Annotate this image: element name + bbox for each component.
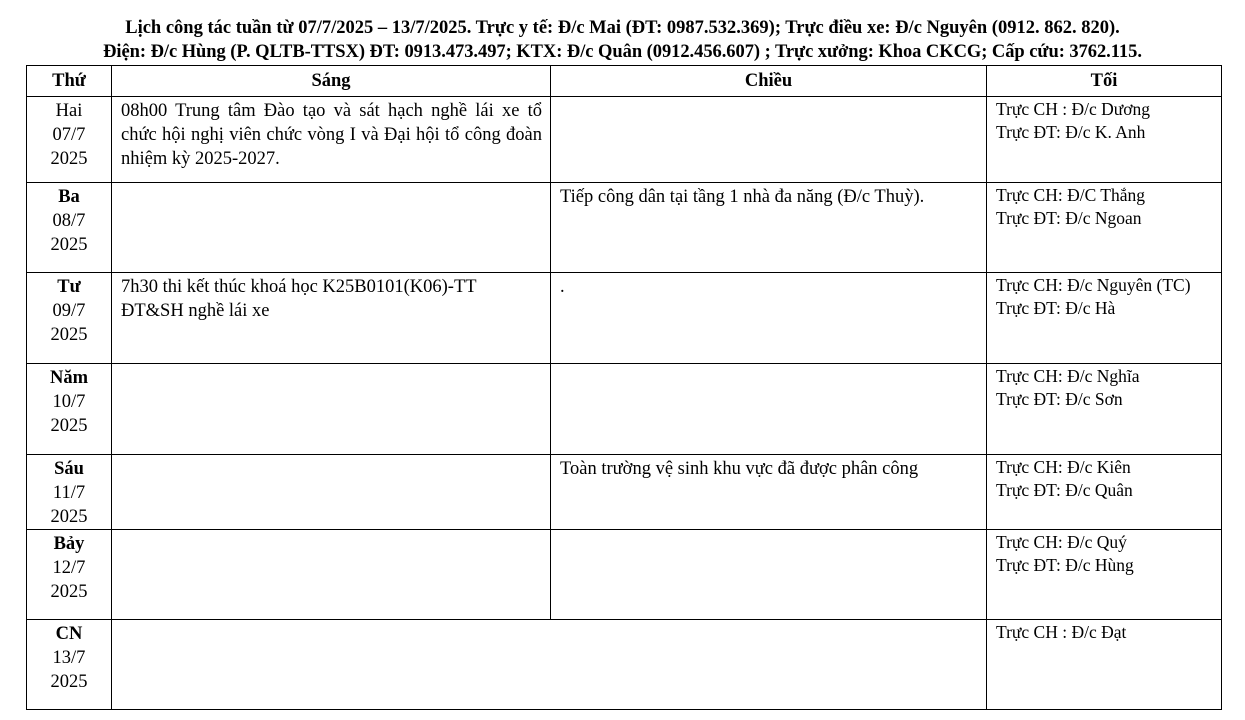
- day-name: Sáu: [54, 459, 84, 479]
- day-date: 09/7: [52, 301, 86, 321]
- table-row: [27, 273, 1222, 364]
- table-row: [27, 455, 1222, 530]
- column-header-afternoon: Chiều: [551, 66, 987, 97]
- evening-cell: [987, 364, 1222, 455]
- evening-cell: [987, 97, 1222, 183]
- table-row: [27, 97, 1222, 183]
- morning-cell: [112, 97, 551, 183]
- morning-cell: [112, 364, 551, 455]
- afternoon-cell: [551, 530, 987, 620]
- day-cell: [27, 183, 112, 273]
- evening-duty-dt: Trực ĐT: Đ/c Quân: [996, 480, 1133, 500]
- day-year: 2025: [50, 325, 88, 345]
- morning-text: [112, 455, 550, 457]
- morning-text: [112, 364, 550, 366]
- morning-cell: [112, 530, 551, 620]
- column-header-day: Thứ: [27, 66, 112, 97]
- day-cell: [27, 97, 112, 183]
- column-header-morning: Sáng: [112, 66, 551, 97]
- evening-duty-ch: Trực CH: Đ/c Kiên: [996, 457, 1131, 477]
- evening-duty-dt: Trực ĐT: Đ/c Sơn: [996, 389, 1123, 409]
- morning-text: [112, 530, 550, 532]
- evening-duty-dt: Trực ĐT: Đ/c K. Anh: [996, 122, 1146, 142]
- morning-text: [112, 620, 986, 622]
- day-name: Tư: [57, 277, 81, 297]
- morning-afternoon-merged-cell: [112, 620, 987, 710]
- schedule-header: [0, 16, 1245, 64]
- afternoon-text: .: [560, 277, 565, 297]
- day-cell: [27, 364, 112, 455]
- table-row: [27, 364, 1222, 455]
- header-line-1: Lịch công tác tuần từ 07/7/2025 – 13/7/2025. Trực y tế: Đ/c Mai (ĐT: 0987.532.369); Trực điều xe: Đ/c Nguyên (0912. 862. 820).: [125, 18, 1120, 38]
- day-name: Hai: [55, 101, 83, 121]
- table-row: [27, 620, 1222, 710]
- column-header-evening: Tối: [987, 66, 1222, 97]
- morning-text: 7h30 thi kết thúc khoá học K25B0101(K06)-TT ĐT&SH nghề lái xe: [121, 277, 477, 321]
- day-year: 2025: [50, 149, 88, 169]
- day-name: CN: [55, 624, 83, 644]
- weekly-schedule-table: [26, 65, 1222, 710]
- evening-cell: [987, 620, 1222, 710]
- day-date: 13/7: [52, 648, 86, 668]
- evening-cell: [987, 530, 1222, 620]
- evening-duty-dt: Trực ĐT: Đ/c Hùng: [996, 555, 1134, 575]
- afternoon-text: Tiếp công dân tại tầng 1 nhà đa năng (Đ/c Thuỳ).: [560, 187, 925, 207]
- evening-cell: [987, 455, 1222, 530]
- evening-duty-dt: Trực ĐT: Đ/c Hà: [996, 298, 1116, 318]
- morning-text: [112, 183, 550, 185]
- day-name: Bảy: [53, 534, 85, 554]
- evening-duty-ch: Trực CH: Đ/c Nghĩa: [996, 366, 1140, 386]
- evening-duty-ch: Trực CH: Đ/C Thắng: [996, 185, 1146, 205]
- afternoon-cell: [551, 364, 987, 455]
- day-date: 08/7: [52, 211, 86, 231]
- morning-cell: [112, 455, 551, 530]
- evening-cell: [987, 273, 1222, 364]
- day-date: 10/7: [52, 392, 86, 412]
- evening-duty-ch: Trực CH: Đ/c Quý: [996, 532, 1127, 552]
- header-line-2: Điện: Đ/c Hùng (P. QLTB-TTSX) ĐT: 0913.473.497; KTX: Đ/c Quân (0912.456.607) ; Trực xưởng: Khoa CKCG; Cấp cứu: 3762.115.: [103, 42, 1142, 62]
- table-row: [27, 530, 1222, 620]
- day-name: Năm: [49, 368, 89, 388]
- day-name: Ba: [58, 187, 80, 207]
- afternoon-text: [551, 97, 986, 99]
- evening-duty-dt: Trực ĐT: Đ/c Ngoan: [996, 208, 1142, 228]
- afternoon-cell: [551, 97, 987, 183]
- morning-cell: [112, 183, 551, 273]
- afternoon-text: [551, 530, 986, 532]
- day-cell: [27, 530, 112, 620]
- day-year: 2025: [50, 507, 88, 527]
- day-year: 2025: [50, 416, 88, 436]
- day-cell: [27, 620, 112, 710]
- morning-cell: [112, 273, 551, 364]
- afternoon-cell: [551, 183, 987, 273]
- afternoon-cell: [551, 455, 987, 530]
- day-date: 12/7: [52, 558, 86, 578]
- day-cell: [27, 273, 112, 364]
- day-date: 11/7: [52, 483, 86, 503]
- table-header-row: [27, 66, 1222, 97]
- day-year: 2025: [50, 235, 88, 255]
- day-year: 2025: [50, 672, 88, 692]
- day-cell: [27, 455, 112, 530]
- evening-duty-ch: Trực CH : Đ/c Đạt: [996, 622, 1127, 642]
- evening-duty-ch: Trực CH: Đ/c Nguyên (TC): [996, 275, 1191, 295]
- evening-cell: [987, 183, 1222, 273]
- afternoon-text: [551, 364, 986, 366]
- morning-text: 08h00 Trung tâm Đào tạo và sát hạch nghề lái xe tổ chức hội nghị viên chức vòng I và Đại hội tổ công đoàn nhiệm kỳ 2025-2027.: [121, 101, 542, 169]
- table-row: [27, 183, 1222, 273]
- day-date: 07/7: [52, 125, 86, 145]
- afternoon-text: Toàn trường vệ sinh khu vực đã được phân công: [560, 459, 919, 479]
- afternoon-cell: [551, 273, 987, 364]
- evening-duty-ch: Trực CH : Đ/c Dương: [996, 99, 1150, 119]
- day-year: 2025: [50, 582, 88, 602]
